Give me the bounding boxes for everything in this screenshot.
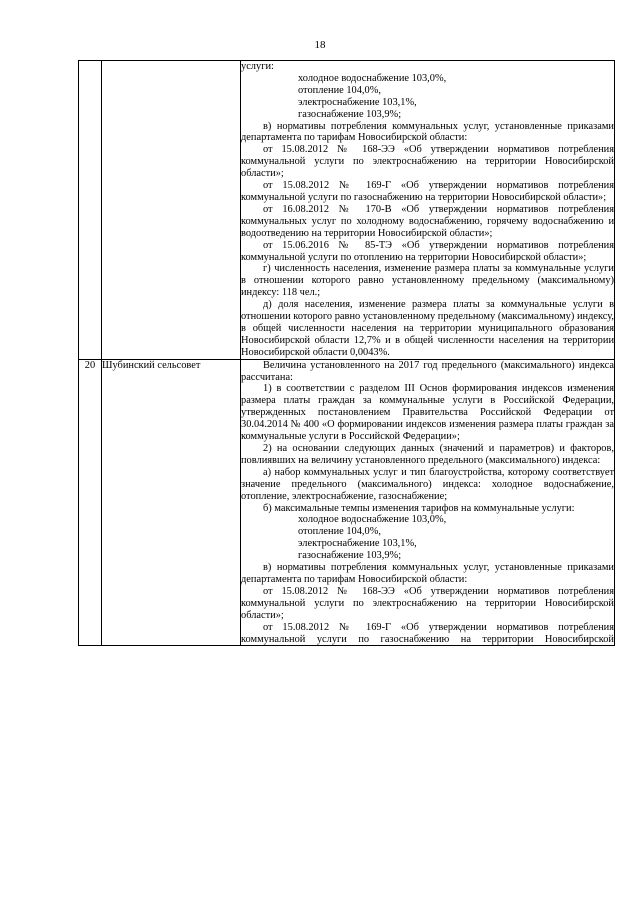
page-number: 18 [314, 39, 326, 51]
rate-item: холодное водоснабжение 103,0%, [298, 514, 447, 526]
rate-item: газоснабжение 103,9%; [298, 108, 402, 120]
paragraph: г) численность населения, изменение размера платы за коммунальные услуги в отношении которого равно установленному предельному (максимальному) индексу: 118 чел.; [241, 263, 614, 299]
rate-item: холодное водоснабжение 103,0%, [298, 72, 447, 84]
paragraph: в) нормативы потребления коммунальных услуг, установленные приказами департамента по тарифам Новосибирской области: [241, 120, 614, 144]
order-item: от 15.08.2012 № 169-Г «Об утверждении нормативов потребления коммунальной услуги по газоснабжению на территории Новосибирской области»; [241, 180, 614, 203]
row-number-cell [79, 61, 102, 360]
paragraph: в) нормативы потребления коммунальных услуг, установленные приказами департамента по тарифам Новосибирской области: [241, 562, 614, 585]
order-item: от 15.08.2012 № 169-Г «Об утверждении нормативов потребления коммунальной услуги по газоснабжению на территории Новосибирской [241, 621, 614, 645]
rate-item: газоснабжение 103,9%; [298, 550, 402, 562]
paragraph: 2) на основании следующих данных (значений и параметров) и факторов, повлиявших на величину установленного предельного (максимального) индекса: [241, 443, 614, 466]
paragraph: а) набор коммунальных услуг и тип благоустройства, которому соответствует значение предельного (максимального) индекса: холодное водоснабжение, отопление, электроснабжение, газоснабжение; [241, 466, 614, 502]
order-item: от 15.08.2012 № 168-ЭЭ «Об утверждении нормативов потребления коммунальной услуги по электроснабжению на территории Новосибирской области»; [241, 585, 614, 621]
rate-item: отопление 104,0%, [298, 84, 381, 96]
order-item: от 16.08.2012 № 170-В «Об утверждении нормативов потребления коммунальных услуг по холодному водоснабжению, горячему водоснабжению и водоотведению на территории Новосибирской области»; [241, 203, 614, 239]
row-number-cell: 20 [79, 359, 102, 646]
paragraph: услуги: [241, 61, 274, 72]
description-cell [241, 359, 615, 646]
rate-item: электроснабжение 103,1%, [298, 538, 417, 550]
table-row [79, 61, 615, 360]
rate-item: электроснабжение 103,1%, [298, 96, 417, 108]
rate-item: отопление 104,0%, [298, 526, 381, 538]
order-item: от 15.08.2012 № 168-ЭЭ «Об утверждении нормативов потребления коммунальной услуги по электроснабжению на территории Новосибирской области»; [241, 144, 614, 180]
paragraph: б) максимальные темпы изменения тарифов на коммунальные услуги: [263, 502, 575, 514]
municipality-cell: Шубинский сельсовет [102, 359, 241, 646]
order-item: от 15.06.2016 № 85-ТЭ «Об утверждении нормативов потребления коммунальной услуги по отоплению на территории Новосибирской области»; [241, 239, 614, 263]
table-row [79, 359, 615, 646]
description-cell [241, 61, 615, 360]
paragraph: Величина установленного на 2017 год предельного (максимального) индекса рассчитана: [241, 359, 614, 383]
paragraph: д) доля населения, изменение размера платы за коммунальные услуги в отношении которого равно установленному предельному (максимальному) индексу, в общей численности населения на территории муниципального образования Новосибирской области 12,7% и в общей численности населения на территории Новосибирской области 0,0043%. [241, 299, 614, 358]
tariff-table [78, 60, 615, 646]
paragraph: 1) в соответствии с разделом III Основ формирования индексов изменения размера платы граждан за коммунальные услуги в Российской Федерации, утвержденных постановлением Правительства Российской Федерации от 30.04.2014 № 400 «О формировании индексов изменения размера платы граждан за коммунальные услуги в Российской Федерации»; [241, 383, 614, 443]
municipality-cell [102, 61, 241, 360]
